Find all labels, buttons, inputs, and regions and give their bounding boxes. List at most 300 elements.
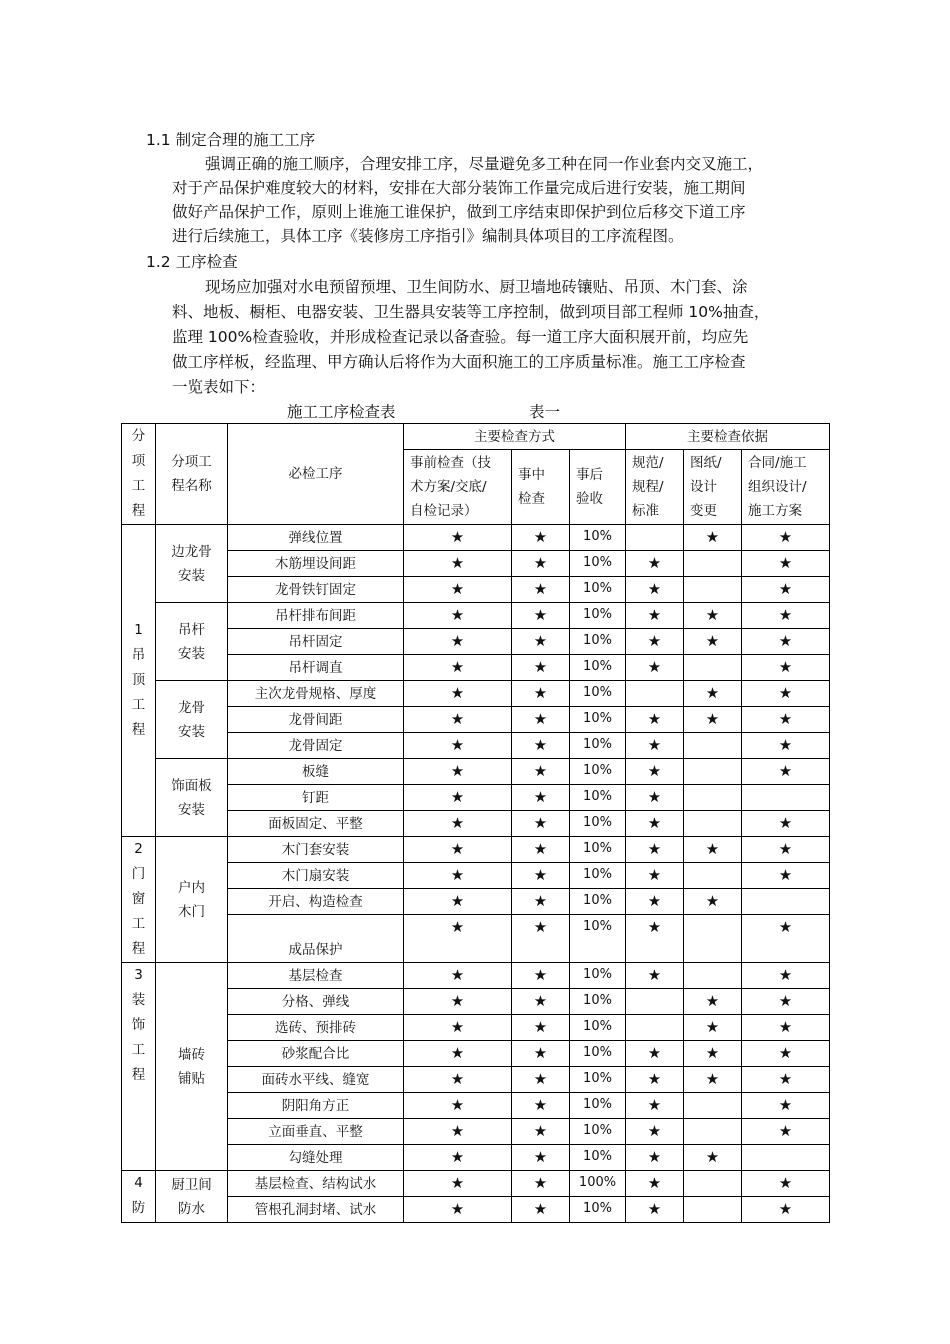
mid-check-cell [512,915,570,963]
contract-cell [742,837,830,863]
table-row [122,681,830,707]
star-mark: ★ [778,684,793,702]
post-check-cell: 10% [570,525,626,551]
procedure-cell: 木门扇安装 [228,863,404,889]
table-row [122,1067,830,1093]
contract-cell [742,551,830,577]
pre-check-cell [404,759,512,785]
star-mark: ★ [647,840,662,858]
star-mark: ★ [647,892,662,910]
table-row [122,551,830,577]
mid-check-cell [512,1171,570,1197]
subitem-line: 厨卫间 [171,1176,212,1193]
subitem-line: 安装 [178,645,205,662]
table-row [122,963,830,989]
header-drawings-line: 设计 [690,479,718,496]
header-contract-line: 施工方案 [748,503,803,520]
star-mark: ★ [647,762,662,780]
mid-check-cell [512,577,570,603]
category-line: 程 [131,941,146,957]
contract-cell [742,577,830,603]
pre-check-cell [404,863,512,889]
header-mid-check-line: 事中 [518,467,545,484]
post-check-cell: 10% [570,1197,626,1223]
drawings-cell [684,785,742,811]
pre-check-cell [404,1093,512,1119]
star-mark: ★ [778,1122,793,1140]
procedure-cell: 基层检查 [228,963,404,989]
standards-cell [626,1171,684,1197]
procedure-cell: 吊杆排布间距 [228,603,404,629]
paragraph-line: 对于产品保护难度较大的材料，安排在大部分装饰工作量完成后进行安装，施工期间 [172,179,746,197]
table-row [122,759,830,785]
pre-check-cell [404,1015,512,1041]
star-mark: ★ [778,554,793,572]
pre-check-cell [404,811,512,837]
star-mark: ★ [705,528,720,546]
drawings-cell [684,889,742,915]
star-mark: ★ [533,554,548,572]
header-subitem-line: 程名称 [171,478,212,494]
star-mark: ★ [647,554,662,572]
post-check-cell: 10% [570,759,626,785]
star-mark: ★ [778,1200,793,1218]
subitem-line: 饰面板 [171,777,212,794]
star-mark: ★ [778,866,793,884]
mid-check-cell [512,989,570,1015]
star-mark: ★ [450,1018,465,1036]
standards-cell [626,1093,684,1119]
star-mark: ★ [647,1070,662,1088]
pre-check-cell [404,707,512,733]
category-cell [122,963,156,1171]
star-mark: ★ [533,992,548,1010]
star-mark: ★ [778,528,793,546]
standards-cell [626,1041,684,1067]
drawings-cell [684,603,742,629]
post-check-cell: 100% [570,1171,626,1197]
mid-check-cell [512,707,570,733]
star-mark: ★ [533,1070,548,1088]
contract-cell [742,525,830,551]
star-mark: ★ [778,814,793,832]
category-cell [122,1171,156,1223]
header-drawings-line: 图纸/ [690,455,722,472]
subitem-cell [156,603,228,681]
pre-check-cell [404,1171,512,1197]
star-mark: ★ [533,892,548,910]
star-mark: ★ [533,632,548,650]
star-mark: ★ [450,840,465,858]
post-check-cell: 10% [570,577,626,603]
standards-cell [626,681,684,707]
header-category-line: 程 [131,503,146,519]
contract-cell [742,989,830,1015]
contract-cell [742,733,830,759]
table-row [122,889,830,915]
star-mark: ★ [450,1122,465,1140]
star-mark: ★ [450,918,465,936]
mid-check-cell [512,963,570,989]
post-check-cell: 10% [570,915,626,963]
star-mark: ★ [778,1044,793,1062]
mid-check-cell [512,1145,570,1171]
header-mid-check-line: 检查 [518,491,545,508]
header-contract [742,450,830,525]
contract-cell [742,889,830,915]
star-mark: ★ [450,1070,465,1088]
star-mark: ★ [450,554,465,572]
standards-cell [626,1145,684,1171]
star-mark: ★ [647,1122,662,1140]
star-mark: ★ [778,840,793,858]
procedure-cell: 板缝 [228,759,404,785]
star-mark: ★ [450,528,465,546]
mid-check-cell [512,889,570,915]
pre-check-cell [404,655,512,681]
star-mark: ★ [705,1070,720,1088]
star-mark: ★ [778,762,793,780]
subitem-line: 安装 [178,801,205,818]
header-mid-check [512,450,570,525]
post-check-cell: 10% [570,785,626,811]
subitem-line: 安装 [178,723,205,740]
procedure-cell: 龙骨铁钉固定 [228,577,404,603]
procedure-cell: 吊杆固定 [228,629,404,655]
star-mark: ★ [533,684,548,702]
table-row [122,989,830,1015]
star-mark: ★ [647,606,662,624]
paragraph-line: 料、地板、橱柜、电器安装、卫生器具安装等工序控制，做到项目部工程师 10%抽查， [172,303,770,321]
standards-cell [626,863,684,889]
star-mark: ★ [705,606,720,624]
subitem-line: 墙砖 [178,1046,205,1063]
header-post-check-line: 验收 [576,491,603,508]
pre-check-cell [404,963,512,989]
paragraph-line: 现场应加强对水电预留预埋、卫生间防水、厨卫墙地砖镶贴、吊顶、木门套、涂 [205,278,748,296]
standards-cell [626,889,684,915]
category-line: 1 [134,622,143,638]
standards-cell [626,1015,684,1041]
pre-check-cell [404,1041,512,1067]
subitem-line: 龙骨 [178,699,205,716]
star-mark: ★ [778,1070,793,1088]
drawings-cell [684,655,742,681]
table-row [122,1197,830,1223]
header-post-check-line: 事后 [576,467,603,484]
post-check-cell: 10% [570,1093,626,1119]
drawings-cell [684,1067,742,1093]
contract-cell [742,603,830,629]
star-mark: ★ [533,1174,548,1192]
table-row [122,525,830,551]
standards-cell [626,785,684,811]
header-contract-line: 合同/施工 [748,455,807,472]
post-check-cell: 10% [570,1041,626,1067]
star-mark: ★ [450,1044,465,1062]
star-mark: ★ [778,1096,793,1114]
pre-check-cell [404,1145,512,1171]
star-mark: ★ [778,710,793,728]
contract-cell [742,915,830,963]
star-mark: ★ [647,580,662,598]
mid-check-cell [512,1093,570,1119]
post-check-cell: 10% [570,1015,626,1041]
star-mark: ★ [778,632,793,650]
star-mark: ★ [450,866,465,884]
star-mark: ★ [778,1018,793,1036]
header-pre-check-line: 术方案/交底/ [410,479,487,496]
drawings-cell [684,759,742,785]
drawings-cell [684,1015,742,1041]
header-procedure: 必检工序 [228,424,404,525]
star-mark: ★ [778,606,793,624]
drawings-cell [684,1041,742,1067]
table-row [122,1171,830,1197]
star-mark: ★ [533,814,548,832]
drawings-cell [684,551,742,577]
header-subitem [156,424,228,525]
star-mark: ★ [647,736,662,754]
star-mark: ★ [705,1018,720,1036]
contract-cell [742,1197,830,1223]
star-mark: ★ [705,840,720,858]
drawings-cell [684,577,742,603]
star-mark: ★ [778,918,793,936]
star-mark: ★ [533,840,548,858]
header-method-group: 主要检查方式 [404,424,626,450]
contract-cell [742,811,830,837]
star-mark: ★ [450,736,465,754]
table-row [122,837,830,863]
mid-check-cell [512,525,570,551]
pre-check-cell [404,989,512,1015]
star-mark: ★ [647,1174,662,1192]
star-mark: ★ [450,710,465,728]
contract-cell [742,629,830,655]
table-row [122,629,830,655]
procedure-cell: 主次龙骨规格、厚度 [228,681,404,707]
subitem-cell [156,1171,228,1223]
star-mark: ★ [647,966,662,984]
post-check-cell: 10% [570,1067,626,1093]
star-mark: ★ [647,632,662,650]
star-mark: ★ [450,1174,465,1192]
pre-check-cell [404,551,512,577]
header-contract-line: 组织设计/ [748,479,807,496]
star-mark: ★ [533,1096,548,1114]
star-mark: ★ [778,966,793,984]
category-line: 装 [131,992,146,1008]
star-mark: ★ [705,892,720,910]
paragraph-line: 做工序样板，经监理、甲方确认后将作为大面积施工的工序质量标准。施工工序检查 [172,353,746,371]
procedure-cell: 砂浆配合比 [228,1041,404,1067]
mid-check-cell [512,785,570,811]
mid-check-cell [512,837,570,863]
mid-check-cell [512,863,570,889]
mid-check-cell [512,603,570,629]
table-row [122,1119,830,1145]
star-mark: ★ [705,632,720,650]
standards-cell [626,1197,684,1223]
standards-cell [626,989,684,1015]
star-mark: ★ [705,1148,720,1166]
standards-cell [626,1119,684,1145]
subitem-line: 木门 [178,903,205,920]
contract-cell [742,963,830,989]
procedure-cell: 管根孔洞封堵、试水 [228,1197,404,1223]
star-mark: ★ [533,1018,548,1036]
header-pre-check-line: 自检记录） [410,503,478,520]
header-post-check [570,450,626,525]
standards-cell [626,759,684,785]
contract-cell [742,1015,830,1041]
subitem-line: 户内 [178,879,205,896]
star-mark: ★ [533,762,548,780]
procedure-cell: 开启、构造检查 [228,889,404,915]
header-category [122,424,156,525]
star-mark: ★ [533,1148,548,1166]
standards-cell [626,915,684,963]
drawings-cell [684,811,742,837]
category-line: 程 [131,1067,146,1083]
star-mark: ★ [647,710,662,728]
mid-check-cell [512,655,570,681]
star-mark: ★ [647,1148,662,1166]
star-mark: ★ [533,1122,548,1140]
subitem-line: 安装 [178,567,205,584]
star-mark: ★ [533,866,548,884]
contract-cell [742,1041,830,1067]
category-line: 门 [131,866,146,882]
subitem-line: 吊杆 [178,621,205,638]
mid-check-cell [512,1197,570,1223]
star-mark: ★ [450,1200,465,1218]
table-row [122,915,830,963]
post-check-cell: 10% [570,681,626,707]
post-check-cell: 10% [570,655,626,681]
category-line: 顶 [131,672,146,688]
star-mark: ★ [778,658,793,676]
star-mark: ★ [647,788,662,806]
standards-cell [626,811,684,837]
table-row [122,603,830,629]
drawings-cell [684,963,742,989]
standards-cell [626,603,684,629]
star-mark: ★ [647,1044,662,1062]
post-check-cell: 10% [570,963,626,989]
pre-check-cell [404,837,512,863]
procedure-cell: 龙骨间距 [228,707,404,733]
post-check-cell: 10% [570,889,626,915]
star-mark: ★ [450,658,465,676]
star-mark: ★ [450,992,465,1010]
standards-cell [626,629,684,655]
table-row [122,1041,830,1067]
category-line: 2 [134,841,143,857]
procedure-cell: 木门套安装 [228,837,404,863]
procedure-cell: 弹线位置 [228,525,404,551]
header-category-line: 工 [131,478,146,494]
post-check-cell: 10% [570,863,626,889]
standards-cell [626,707,684,733]
drawings-cell [684,989,742,1015]
table-row [122,863,830,889]
category-cell [122,525,156,837]
star-mark: ★ [533,528,548,546]
star-mark: ★ [533,1044,548,1062]
mid-check-cell [512,811,570,837]
drawings-cell [684,1119,742,1145]
star-mark: ★ [450,606,465,624]
category-line: 程 [131,722,146,738]
post-check-cell: 10% [570,733,626,759]
drawings-cell [684,1093,742,1119]
mid-check-cell [512,551,570,577]
subitem-cell [156,525,228,603]
subitem-cell [156,963,228,1171]
mid-check-cell [512,759,570,785]
category-line: 饰 [131,1017,146,1033]
drawings-cell [684,629,742,655]
header-standards-line: 规程/ [632,479,664,496]
header-category-line: 分 [131,428,146,444]
star-mark: ★ [705,710,720,728]
procedure-cell: 成品保护 [228,915,404,963]
table-row [122,785,830,811]
pre-check-cell [404,603,512,629]
drawings-cell [684,1145,742,1171]
star-mark: ★ [450,684,465,702]
post-check-cell: 10% [570,811,626,837]
subitem-line: 铺贴 [178,1070,205,1087]
category-line: 工 [131,1042,146,1058]
star-mark: ★ [533,1200,548,1218]
procedure-cell: 钉距 [228,785,404,811]
procedure-cell: 选砖、预排砖 [228,1015,404,1041]
pre-check-cell [404,525,512,551]
star-mark: ★ [450,892,465,910]
star-mark: ★ [647,1096,662,1114]
procedure-cell: 分格、弹线 [228,989,404,1015]
mid-check-cell [512,733,570,759]
drawings-cell [684,863,742,889]
category-cell [122,837,156,963]
standards-cell [626,837,684,863]
star-mark: ★ [450,966,465,984]
category-line: 工 [131,697,146,713]
star-mark: ★ [705,1044,720,1062]
pre-check-cell [404,1119,512,1145]
star-mark: ★ [450,580,465,598]
star-mark: ★ [647,866,662,884]
procedure-cell: 勾缝处理 [228,1145,404,1171]
star-mark: ★ [778,992,793,1010]
table-row [122,1145,830,1171]
drawings-cell [684,1197,742,1223]
contract-cell [742,759,830,785]
mid-check-cell [512,629,570,655]
drawings-cell [684,681,742,707]
procedure-cell: 木筋埋设间距 [228,551,404,577]
table-row [122,733,830,759]
category-line: 4 [134,1175,143,1191]
contract-cell [742,707,830,733]
standards-cell [626,551,684,577]
header-subitem-line: 分项工 [171,454,212,470]
procedure-cell: 面板固定、平整 [228,811,404,837]
drawings-cell [684,525,742,551]
